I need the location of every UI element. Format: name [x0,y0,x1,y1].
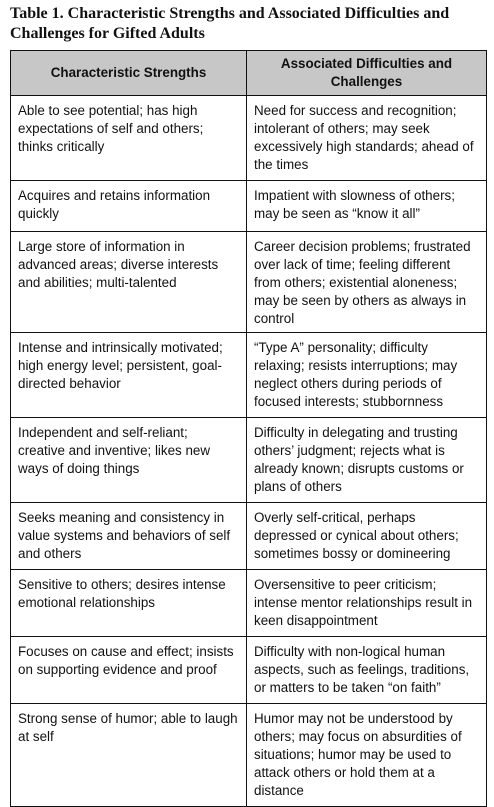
strength-cell: Focuses on cause and effect; insists on supporting evidence and proof [11,637,247,704]
strengths-difficulties-table [10,50,487,807]
table-row [11,503,487,570]
header-strengths: Characteristic Strengths [11,51,247,96]
strength-cell: Strong sense of humor; able to laugh at self [11,704,247,807]
table-row [11,181,487,232]
strength-cell: Seeks meaning and consistency in value systems and behaviors of self and others [11,503,247,570]
difficulty-cell: Impatient with slowness of others; may be seen as “know it all” [247,181,487,232]
difficulty-cell: Oversensitive to peer criticism; intense mentor relationships result in keen disappointment [247,570,487,637]
difficulty-cell: Humor may not be understood by others; may focus on absurdities of situations; humor may be used to attack others or hold them at a distance [247,704,487,807]
difficulty-cell: Career decision problems; frustrated over lack of time; feeling different from others; existential aloneness; may be seen by others as always in control [247,232,487,333]
strength-cell: Independent and self-reliant; creative and inventive; likes new ways of doing things [11,418,247,503]
table-row [11,333,487,418]
strength-cell: Acquires and retains information quickly [11,181,247,232]
difficulty-cell: Overly self-critical, perhaps depressed or cynical about others; sometimes bossy or domineering [247,503,487,570]
strength-cell: Able to see potential; has high expectations of self and others; thinks critically [11,96,247,181]
strength-cell: Sensitive to others; desires intense emotional relationships [11,570,247,637]
table-row [11,418,487,503]
table-row [11,637,487,704]
difficulty-cell: “Type A” personality; difficulty relaxing; resists interruptions; may neglect others during periods of focused interests; stubbornness [247,333,487,418]
strength-cell: Intense and intrinsically motivated; high energy level; persistent, goal-directed behavior [11,333,247,418]
table-row [11,570,487,637]
table-caption: Table 1. Characteristic Strengths and Associated Difficulties and Challenges for Gifted Adults [10,5,450,42]
header-row [11,51,487,96]
table-row [11,704,487,807]
header-difficulties: Associated Difficulties and Challenges [247,51,487,96]
table-row [11,232,487,333]
difficulty-cell: Need for success and recognition; intolerant of others; may seek excessively high standards; ahead of the times [247,96,487,181]
table-row [11,96,487,181]
strength-cell: Large store of information in advanced areas; diverse interests and abilities; multi-talented [11,232,247,333]
difficulty-cell: Difficulty with non-logical human aspects, such as feelings, traditions, or matters to be taken “on faith” [247,637,487,704]
difficulty-cell: Difficulty in delegating and trusting others’ judgment; rejects what is already known; disrupts customs or plans of others [247,418,487,503]
